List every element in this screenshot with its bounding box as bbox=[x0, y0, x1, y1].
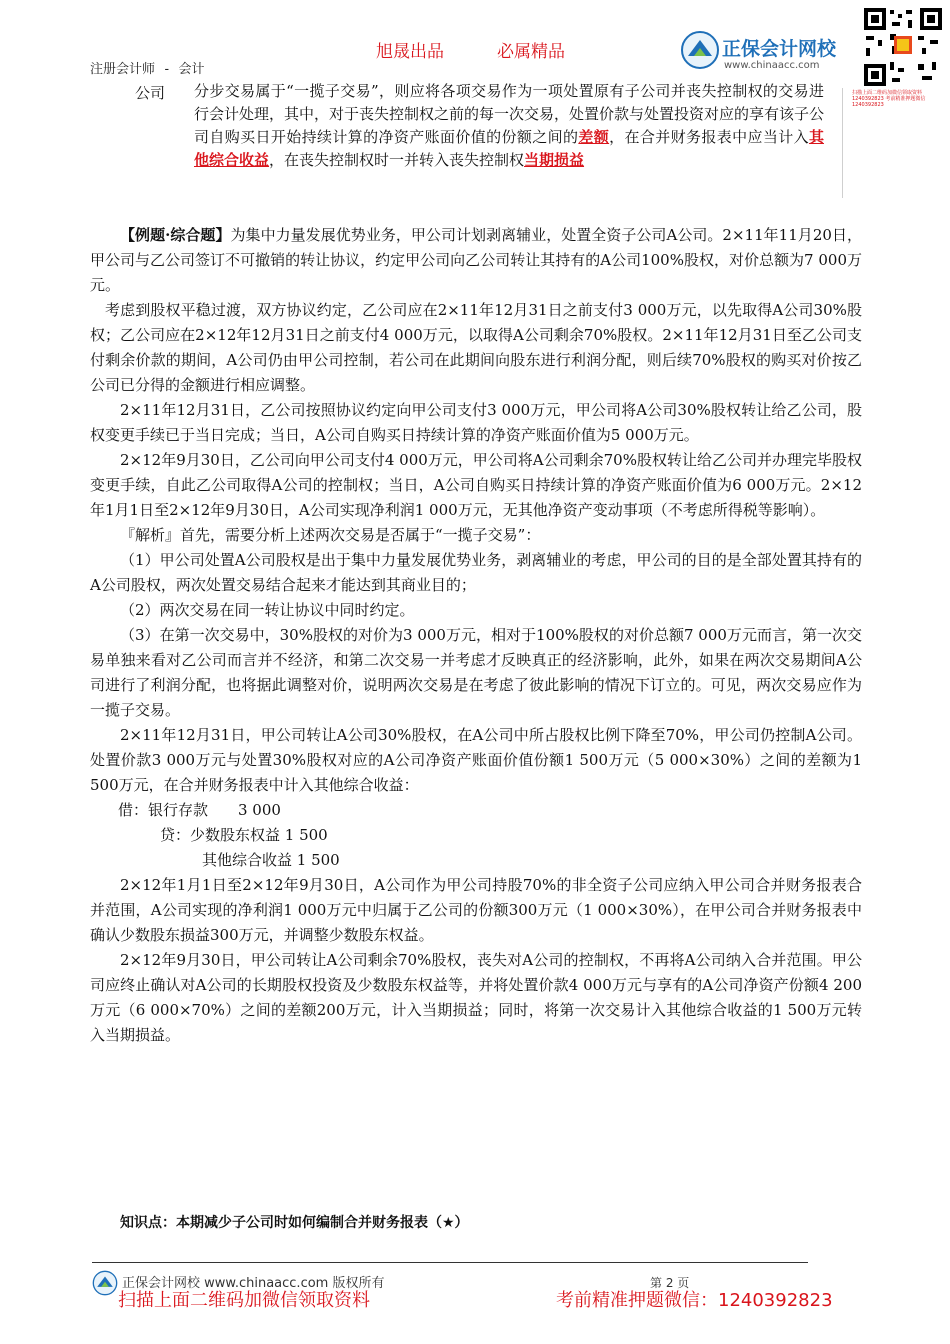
brand-left-text: 旭晟出品 bbox=[376, 42, 444, 62]
logo-name: 正保会计网校 bbox=[722, 38, 837, 60]
example-paragraph-7: 2×12年9月30日，甲公司转让A公司剩余70%股权，丧失对A公司的控制权，不再将A公司纳入合并范围。甲公司应终止确认对A公司的长期股权投资及少数股东权益等，并将处置价款4 000万元与享有的A公司净资产份额4 200万元（6 000×70%）之间的差额200万元，计入当期损益；同时，将第一次交易计入其他综合收益的1 500万元转入当期损益。 bbox=[90, 951, 862, 1044]
intro-text-2: ，在合并财务报表中应当计入 bbox=[609, 128, 809, 146]
qr-code-icon bbox=[862, 6, 944, 88]
analysis-point-3: （3）在第一次交易中，30%股权的对价为3 000万元，相对于100%股权的对价总额7 000万元而言，第一次交易单独来看对乙公司而言并不经济，和第二次交易一并考虑才反映真正的经济影响，此外，如果在两次交易期间A公司进行了利润分配，也将据此调整对价，说明两次交易是在考虑了彼此影响的情况下订立的。可见，两次交易应作为一揽子交易。 bbox=[90, 626, 862, 719]
footer-logo bbox=[92, 1270, 118, 1296]
example-title: 【例题·综合题】 bbox=[120, 226, 231, 244]
intro-paragraph bbox=[194, 80, 824, 172]
analysis-point-2: （2）两次交易在同一转让协议中同时约定。 bbox=[120, 601, 415, 619]
example-paragraph-3: 2×11年12月31日，乙公司按照协议约定向甲公司支付3 000万元，甲公司将A公司30%股权转让给乙公司，股权变更手续已于当日完成；当日，A公司自购买日持续计算的净资产账面价值为5 000万元。 bbox=[90, 401, 862, 444]
logo-mark-icon bbox=[680, 30, 720, 70]
wechat-qr-code bbox=[862, 6, 944, 88]
example-paragraph-6: 2×12年1月1日至2×12年9月30日，A公司作为甲公司持股70%的非全资子公司应纳入甲公司合并财务报表合并范围，A公司实现的净利润1 000万元中归属于乙公司的份额300万元（1 000×30%），在甲公司合并财务报表中确认少数股东损益300万元，并调整少数股东权益。 bbox=[90, 876, 862, 944]
margin-divider bbox=[842, 88, 843, 198]
brand-right-text: 必属精品 bbox=[497, 42, 565, 62]
example-p1-text: 为集中力量发展优势业务，甲公司计划剥离辅业，处置全资子公司A公司。2×11年11月20日，甲公司与乙公司签订不可撤销的转让协议，约定甲公司向乙公司转让其持有的A公司100%股权，对价总额为7 000万元。 bbox=[90, 226, 862, 294]
analysis-point-1: （1）甲公司处置A公司股权是出于集中力量发展优势业务，剥离辅业的考虑，甲公司的目的是全部处置其持有的A公司股权，两次处置交易结合起来才能达到其商业目的； bbox=[90, 551, 862, 594]
footer-divider bbox=[92, 1262, 808, 1263]
example-paragraph-1 bbox=[90, 223, 862, 298]
knowledge-point: 知识点：本期减少子公司时如何编制合并财务报表（★） bbox=[120, 1215, 469, 1231]
journal-credit-2: 其他综合收益 1 500 bbox=[202, 851, 340, 869]
footer-promo-left: 扫描上面二维码加微信领取资料 bbox=[118, 1290, 370, 1311]
chinaacc-logo[interactable] bbox=[680, 30, 860, 80]
journal-credit-1: 贷：少数股东权益 1 500 bbox=[160, 826, 328, 844]
journal-debit: 借：银行存款 3 000 bbox=[118, 801, 281, 819]
logo-url: www.chinaacc.com bbox=[724, 60, 820, 71]
qr-caption: 扫描上面二维码加微信领取资料 1240392823 考前精准押题微信 1240392823 bbox=[852, 90, 926, 108]
example-paragraph-5: 2×11年12月31日，甲公司转让A公司30%股权，在A公司中所占股权比例下降至70%，甲公司仍控制A公司。处置价款3 000万元与处置30%股权对应的A公司净资产账面价值份额1 500万元（5 000×30%）之间的差额为1 500万元，在合并财务报表中计入其他综合收益： bbox=[90, 726, 862, 794]
intro-label: 公司 bbox=[135, 84, 166, 102]
intro-text-3: ，在丧失控制权时一并转入丧失控制权 bbox=[269, 151, 525, 169]
highlight-profit-loss: 当期损益 bbox=[524, 151, 585, 169]
intro-text-1: 分步交易属于“一揽子交易”，则应将各项交易作为一项处置原有子公司并丧失控制权的交易进行会计处理，其中，对于丧失控制权之前的每一次交易，处置价款与处置投资对应的享有该子公司自购买日开始持续计算的净资产账面价值的份额之间的 bbox=[194, 82, 825, 146]
footer-copyright: 正保会计网校 www.chinaacc.com 版权所有 bbox=[122, 1276, 385, 1291]
example-paragraph-2: 考虑到股权平稳过渡，双方协议约定，乙公司应在2×11年12月31日之前支付3 000万元，以先取得A公司30%股权；乙公司应在2×12年12月31日之前支付4 000万元，以取得A公司剩余70%股权。2×11年12月31日至乙公司支付剩余价款的期间，A公司仍由甲公司控制，若公司在此期间向股东进行利润分配，则后续70%股权的购买对价按乙公司已分得的金额进行相应调整。 bbox=[90, 301, 862, 394]
example-content bbox=[90, 223, 862, 1048]
course-title: 注册会计师 - 会计 bbox=[90, 62, 205, 77]
highlight-difference: 差额 bbox=[578, 128, 610, 146]
example-paragraph-4: 2×12年9月30日，乙公司向甲公司支付4 000万元，甲公司将A公司剩余70%股权转让给乙公司并办理完毕股权变更手续，自此乙公司取得A公司的控制权；当日，A公司自购买日持续计算的净资产账面价值为6 000万元。2×12年1月1日至2×12年9月30日，A公司实现净利润1 000万元，无其他净资产变动事项（不考虑所得税等影响）。 bbox=[90, 451, 862, 519]
footer-logo-icon bbox=[92, 1270, 118, 1296]
analysis-intro: 『解析』首先，需要分析上述两次交易是否属于“一揽子交易”： bbox=[120, 526, 541, 544]
footer-promo-right: 考前精准押题微信：1240392823 bbox=[556, 1290, 833, 1311]
highlight-oci: 其他综合收益 bbox=[194, 128, 824, 169]
page-number: 第 2 页 bbox=[650, 1276, 690, 1290]
